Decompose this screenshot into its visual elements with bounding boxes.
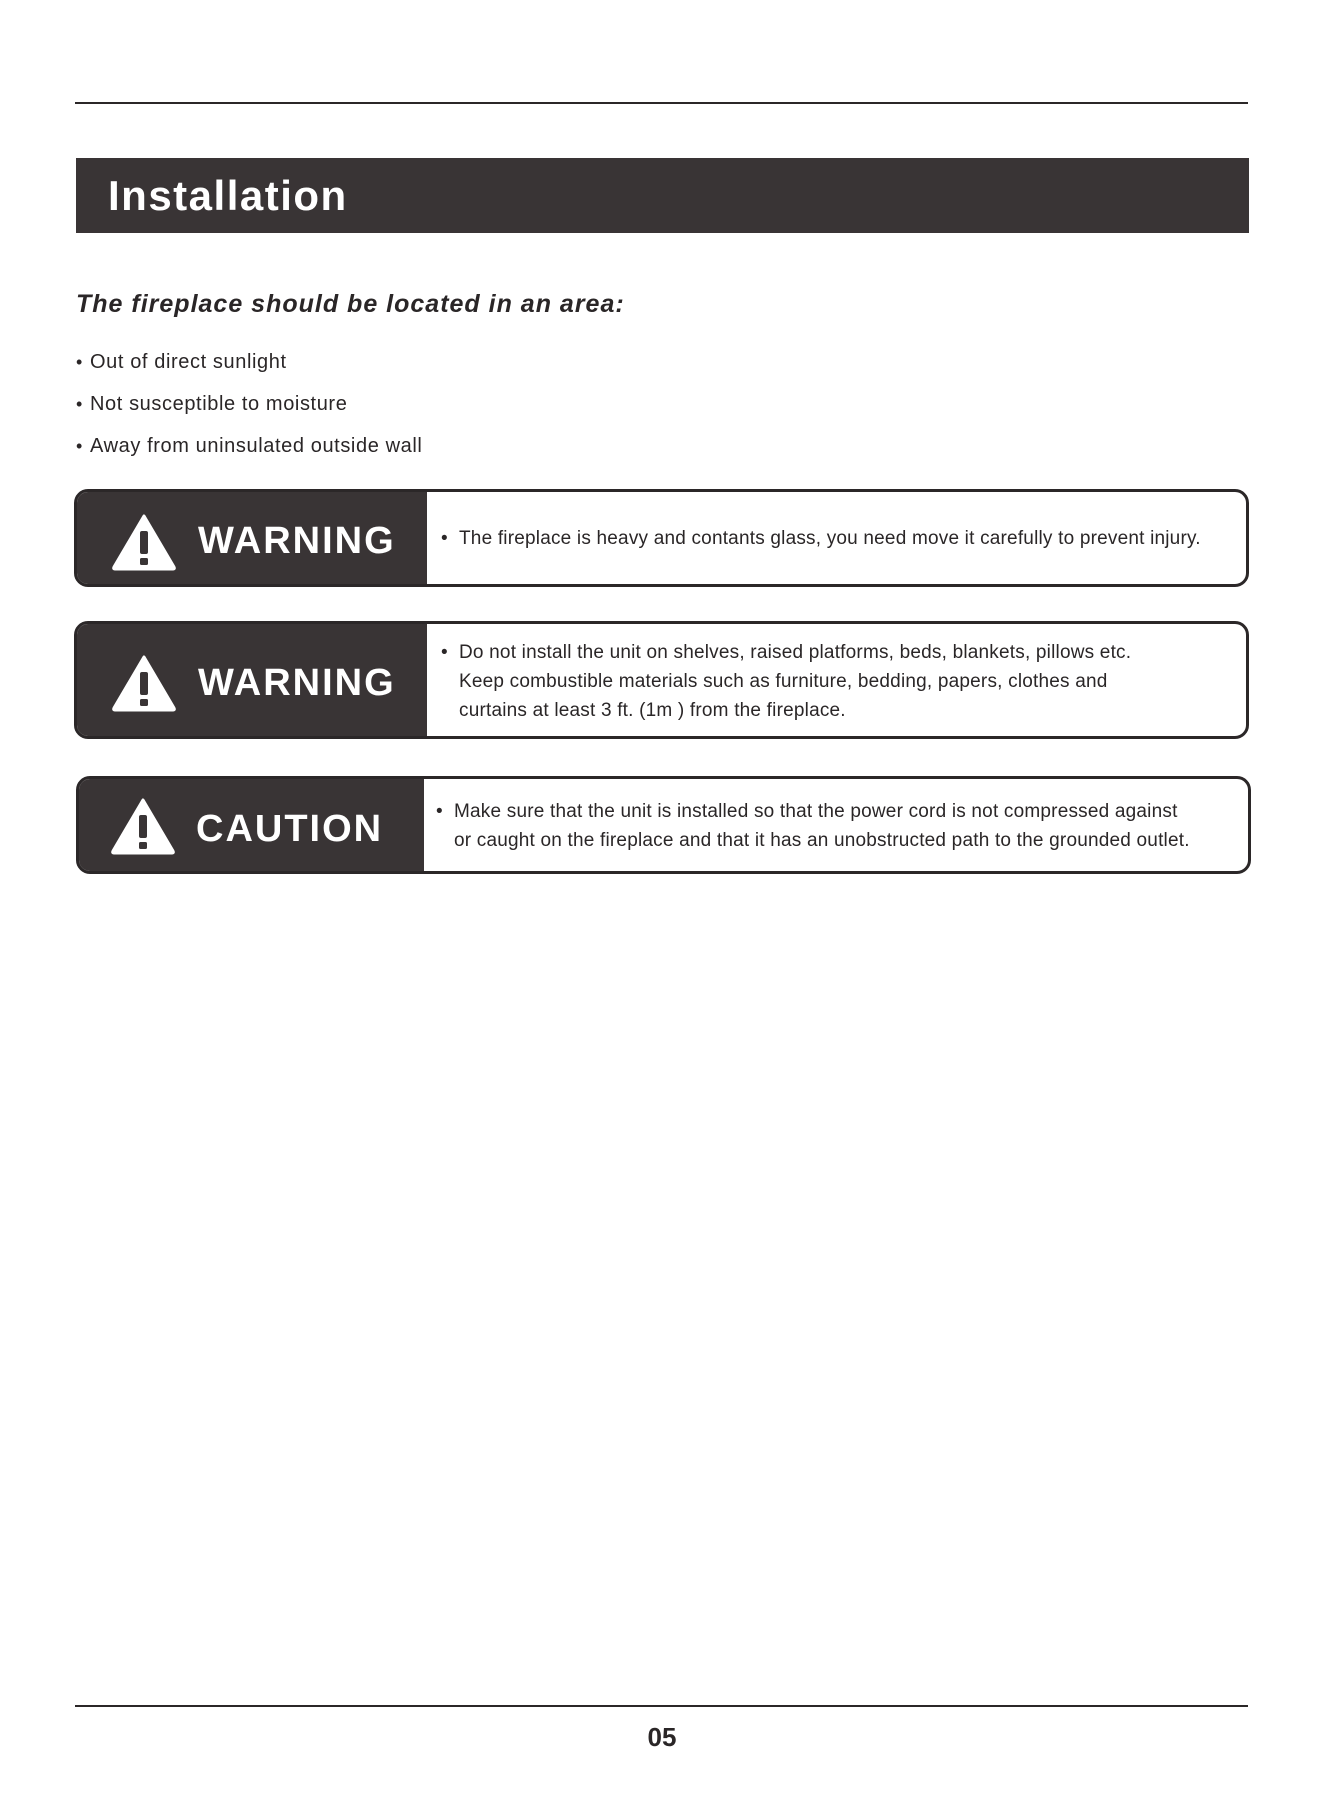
- warning-triangle-icon: [111, 654, 177, 712]
- alert-label-panel: [77, 624, 427, 736]
- header-rule: [75, 102, 1248, 104]
- alert-text: • Do not install the unit on shelves, raised platforms, beds, blankets, pillows etc. Keep combustible materials such as furniture, bedding, papers, clothes and curtains at least 3 ft. (1m ) from the fireplace.: [441, 638, 1238, 725]
- bullet-icon: •: [436, 801, 443, 822]
- page-number: 05: [647, 1722, 677, 1752]
- section-title-bar: [76, 158, 1249, 233]
- alert-label: WARNING: [198, 520, 396, 562]
- location-heading: The fireplace should be located in an area:: [76, 290, 625, 318]
- alert-label: WARNING: [198, 662, 396, 704]
- alert-label-panel: [79, 779, 424, 871]
- warning-triangle-icon: [110, 797, 176, 855]
- list-item: • Not susceptible to moisture: [76, 390, 422, 432]
- bullet-icon: •: [441, 528, 448, 549]
- bullet-icon: •: [76, 436, 83, 456]
- bullet-icon: •: [441, 642, 448, 663]
- alert-label: CAUTION: [196, 808, 384, 850]
- list-item: • Away from uninsulated outside wall: [76, 432, 422, 474]
- alert-text: • Make sure that the unit is installed so that the power cord is not compressed against or caught on the fireplace and that it has an unobstructed path to the grounded outlet.: [436, 797, 1240, 855]
- bullet-icon: •: [76, 352, 83, 372]
- warning-box-heavy-glass: [74, 489, 1249, 587]
- alert-label-panel: [77, 492, 427, 584]
- warning-box-combustibles: [74, 621, 1249, 739]
- bullet-icon: •: [76, 394, 83, 414]
- location-list: [76, 348, 422, 474]
- warning-triangle-icon: [111, 513, 177, 571]
- footer-rule: [75, 1705, 1248, 1707]
- page-title: Installation: [108, 172, 348, 219]
- alert-text: • The fireplace is heavy and contants glass, you need move it carefully to prevent injury.: [441, 524, 1238, 553]
- caution-box-power-cord: [76, 776, 1251, 874]
- list-item: • Out of direct sunlight: [76, 348, 422, 390]
